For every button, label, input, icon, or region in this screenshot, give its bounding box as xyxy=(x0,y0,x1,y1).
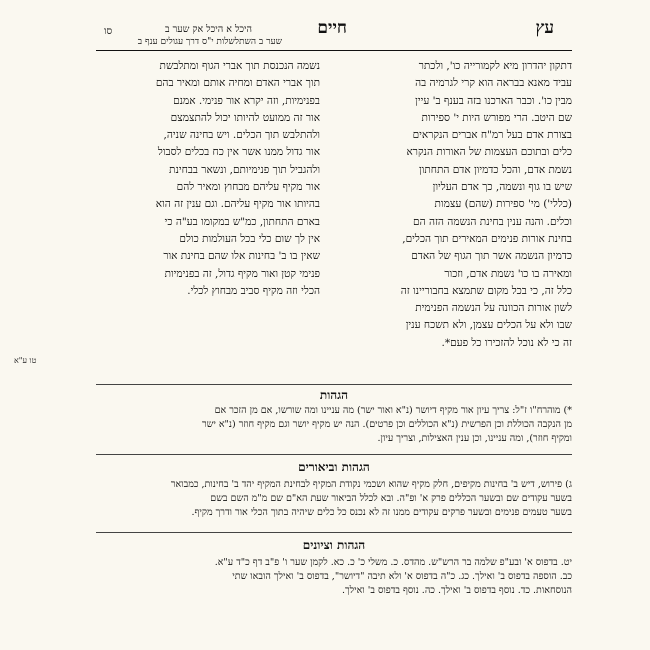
header-title-center: חיים xyxy=(317,18,347,38)
section-title-tziyunim: הגהות וציונים xyxy=(302,538,366,552)
section-title-hagahot: הגהות xyxy=(319,388,349,402)
page-header xyxy=(96,10,572,51)
text-line: אור מקיף עליהם מבחוץ ומאיר להם xyxy=(176,181,320,194)
divider xyxy=(96,532,572,533)
text-line: בהיותו אור מקיף עליהם. וגם ענין זה הוא xyxy=(155,198,320,211)
text-line: בצורת אדם בעל רמ"ח אברים הנקראים xyxy=(412,129,572,142)
divider xyxy=(96,384,572,385)
note-line: כב. הוספה בדפוס ב' ואילך. כג. כ"ה בדפוס א' ולא תיבה "דיושר", בדפוס ב' ואילך הובאו שתי xyxy=(232,571,572,582)
divider xyxy=(96,454,572,455)
note-line: יט. בדפוס א' ובע"פ שלמה בר הרש"ש. מהדס. כ. משלי כ' כ. כא. לקמן שער ו' פ"ב דף כ"ד ע"א. xyxy=(214,557,572,568)
hagahot-notes xyxy=(96,404,572,446)
text-line: תוך אברי האדם ומחיה אותם ומאיר בהם xyxy=(155,77,320,90)
left-column xyxy=(96,58,320,352)
section-title-biurim: הגהות וביאורים xyxy=(298,460,370,474)
text-line: נשמת אדם, והכל כדמיון אדם התחתון xyxy=(418,163,572,176)
text-line: מבין כו'. וכבר הארכנו בזה בענף ב' עיין xyxy=(415,94,572,107)
text-line: שבו ולא על הכלים עצמן, ולא תשכח ענין xyxy=(405,319,572,332)
right-column xyxy=(348,58,572,352)
text-line: אור זה ממועט להיותו יכול להתצמצם xyxy=(170,111,320,124)
page-folio: סו xyxy=(104,26,113,37)
text-line: (כללי') מי' ספירות (שהם) עצמות xyxy=(434,198,572,211)
header-subtitle: שער ב השתלשלות י"ס דרך עגולים ענף ב xyxy=(137,37,282,47)
text-line: בפנימיות, וזה יקרא אור פנימי. אמנם xyxy=(173,94,320,107)
text-line: ולהגביל תוך פנימיותם, ונשאר בבחינת xyxy=(169,163,320,176)
text-line: כדמיון הנשמה אשר תוך הגוף של האדם xyxy=(411,250,572,263)
note-line: *) מוהרח"ו ז"ל: צריך עיון אור מקיף דיושר (נ"א ואור ישר) מה עניינו ומה שורשו, אם מן הזכר אם xyxy=(214,405,572,416)
text-line: ולהתלבש תוך הכלים. ויש בחינה שניה, xyxy=(163,129,320,142)
note-line: ומקיף חוזר), ומה עניינו, וכן ענין האצילות, וצריך עיון. xyxy=(377,433,572,444)
text-line: בארם התחתון, כמ"ש במקומו בע"ה כי xyxy=(164,215,320,228)
text-line: שם היטב. הרי מפורש היות י' ספירות xyxy=(421,111,572,124)
text-line: הכלי וזה מקיף סביב מבחוץ לכלי. xyxy=(187,284,320,297)
running-title: היכל א היכל אק שער ב xyxy=(164,24,252,35)
header-title-right: עץ xyxy=(535,18,554,38)
note-line: מן הנקבה הכוללת וכן הפרשית (נ"א הכוללים וכן פרטים). הנה יש מקיף יושר וגם מקיף חוזר (נ"א ישר xyxy=(201,419,572,430)
note-line: בשער עקודים שם ובשער הכללים פרק א' ופ"ה. ובא לכלל הביאור שעת הא"ם שם מ"מ השם בשם xyxy=(210,493,572,504)
text-line: אין לך שום כלי בכל העולמות כולם xyxy=(179,232,320,245)
note-line: ג) פירוש, דיש ב' בחינות מקיפים, חלק מקיף שהוא ושכמי נקודת המקיף לבחינת המקיף יהד ב' בחינות, כמבואר xyxy=(170,479,572,490)
note-line: הנוסחאות. כד. נוסף בדפוס ב' ואילך. כה. נוסף בדפוס ב' ואילך. xyxy=(341,585,572,596)
text-line: נשמה הנכנסת תוך אברי הגוף ומתלבשת xyxy=(159,60,320,72)
main-text-columns xyxy=(96,58,572,352)
text-line: פנימי קטן ואור מקיף גדול, זה בפנימיות xyxy=(164,267,320,280)
text-line: עביד מאנא בבראה הוא קרי לגרמיה בה xyxy=(415,77,572,90)
text-line: וכלים. והנה ענין בחינת הנשמה הזה הם xyxy=(413,215,572,228)
text-line: ומאירה בו כו' נשמת אדם, וזכור xyxy=(444,267,572,280)
biurim-notes xyxy=(96,478,572,520)
text-line: לשון אורות הכוונה על הנשמה הפנימית xyxy=(415,302,572,315)
text-line: דתקון יהדרון מיא לקמורייה כו', ולכתר xyxy=(418,60,572,72)
text-line: שאין בו ב' בחינות אלו שהם בחינת אור xyxy=(163,250,320,263)
text-line: אור גדול ממנו אשר אין כח בכלים לסבול xyxy=(157,146,320,159)
tziyunim-notes xyxy=(96,556,572,598)
note-line: בשער טעמים פנימים ובשער פרקים עקודים ממנו זה לא נכנס כל כלים שיהיה בתוך הכלי אור ודרך מקיף. xyxy=(191,507,572,518)
margin-sidenote: טו ע"א xyxy=(14,356,37,365)
text-line: שיש בו גוף ונשמה, כך אדם העליון xyxy=(432,181,572,194)
text-line: כלל זה, כי בכל מקום שתמצא בחבוריינו זה xyxy=(400,284,572,297)
text-line: כלים ובתוכם העצמות של האורות הנקרא xyxy=(406,146,572,159)
text-line: זה כי לא נוכל להזכירו כל פעם*. xyxy=(441,336,572,349)
text-line: בחינת אורות פנימים המאירים תוך הכלים, xyxy=(402,232,572,245)
